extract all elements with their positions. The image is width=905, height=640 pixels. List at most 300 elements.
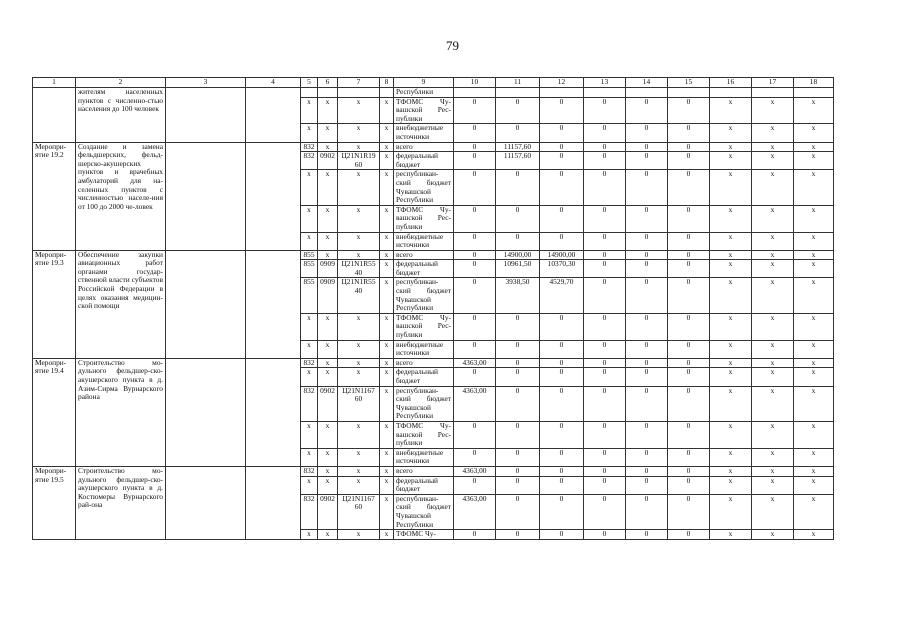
table-cell-v12: 14900,00 bbox=[540, 250, 584, 260]
table-cell-c5: x bbox=[301, 313, 318, 340]
column-header-11: 11 bbox=[496, 78, 540, 88]
column-header-18: 18 bbox=[794, 78, 834, 88]
table-cell-c7: x bbox=[338, 124, 380, 142]
table-cell-v16: x bbox=[710, 386, 752, 421]
table-cell-v15: 0 bbox=[668, 466, 710, 476]
table-cell-c8: x bbox=[380, 250, 394, 260]
funding-source-cell: федеральный бюджет bbox=[394, 152, 454, 170]
table-cell-v12: 0 bbox=[540, 142, 584, 152]
table-cell-v10: 0 bbox=[454, 142, 496, 152]
column-header-17: 17 bbox=[752, 78, 794, 88]
table-cell-c5: 855 bbox=[301, 260, 318, 278]
funding-source-cell: ТФОМС Чу-вашской Рес-публики bbox=[394, 97, 454, 124]
table-cell-v12: 0 bbox=[540, 448, 584, 466]
event-number-cell: Меропри-ятие 19.4 bbox=[33, 358, 76, 466]
column-header-3: 3 bbox=[166, 78, 246, 88]
table-cell-c7: x bbox=[338, 358, 380, 368]
table-cell-v14: 0 bbox=[626, 368, 668, 386]
table-cell-c6: x bbox=[318, 368, 338, 386]
table-cell-v17: x bbox=[752, 152, 794, 170]
event-name-cell: Строительство мо-дульного фельдшер-ско-акушерского пункта в д. Азим-Сирма Вурнарского района bbox=[76, 358, 166, 466]
table-cell-v16: x bbox=[710, 278, 752, 313]
table-cell-c6: x bbox=[318, 142, 338, 152]
table-cell-v10: 0 bbox=[454, 476, 496, 494]
table-cell-c8: x bbox=[380, 124, 394, 142]
table-cell-c5: 832 bbox=[301, 386, 318, 421]
table-cell-v12: 0 bbox=[540, 232, 584, 250]
table-cell-v17: x bbox=[752, 494, 794, 529]
funding-source-cell: внебюджетные источники bbox=[394, 340, 454, 358]
funding-source-cell: республикан-ский бюджет Чувашской Республики bbox=[394, 170, 454, 205]
table-cell-c5: x bbox=[301, 421, 318, 448]
table-cell-v14: 0 bbox=[626, 494, 668, 529]
table-cell-v14: 0 bbox=[626, 250, 668, 260]
table-cell-v18: x bbox=[794, 170, 834, 205]
table-cell-v18: x bbox=[794, 152, 834, 170]
funding-source-cell: внебюджетные источники bbox=[394, 124, 454, 142]
table-cell-c7: x bbox=[338, 466, 380, 476]
table-cell-c5: x bbox=[301, 232, 318, 250]
table-cell-c5: 832 bbox=[301, 494, 318, 529]
table-row bbox=[33, 250, 834, 260]
funding-source-cell: внебюджетные источники bbox=[394, 448, 454, 466]
table-cell-v12: 0 bbox=[540, 124, 584, 142]
table-cell-v11: 0 bbox=[496, 313, 540, 340]
table-cell-v11: 14900,00 bbox=[496, 250, 540, 260]
table-cell-c5: x bbox=[301, 476, 318, 494]
table-cell-v11: 0 bbox=[496, 170, 540, 205]
table-cell-c7: x bbox=[338, 142, 380, 152]
table-cell-v16: x bbox=[710, 142, 752, 152]
table-cell-v11: 0 bbox=[496, 448, 540, 466]
table-cell-c7: x bbox=[338, 313, 380, 340]
table-cell-c8: x bbox=[380, 476, 394, 494]
table-cell-v18: x bbox=[794, 466, 834, 476]
table-cell-v14: 0 bbox=[626, 476, 668, 494]
table-cell-v11: 0 bbox=[496, 340, 540, 358]
table-cell-v18: x bbox=[794, 358, 834, 368]
table-cell-c8: x bbox=[380, 466, 394, 476]
table-cell-v15: 0 bbox=[668, 313, 710, 340]
table-cell-v13: 0 bbox=[584, 476, 626, 494]
table-cell-v13: 0 bbox=[584, 278, 626, 313]
table-cell-v13: 0 bbox=[584, 205, 626, 232]
table-cell-v10: 4363,00 bbox=[454, 466, 496, 476]
funding-source-cell: всего bbox=[394, 466, 454, 476]
table-cell-v17: x bbox=[752, 530, 794, 540]
table-cell-c5: 832 bbox=[301, 152, 318, 170]
table-cell-v11: 0 bbox=[496, 97, 540, 124]
table-cell-c8: x bbox=[380, 358, 394, 368]
table-cell-v15: 0 bbox=[668, 278, 710, 313]
table-cell-c6: 0902 bbox=[318, 386, 338, 421]
table-cell-v10: 0 bbox=[454, 448, 496, 466]
table-cell-v18: x bbox=[794, 448, 834, 466]
table-cell-v13: 0 bbox=[584, 313, 626, 340]
table-cell-v13: 0 bbox=[584, 421, 626, 448]
funding-source-cell: республикан-ский бюджет Чувашской Республики bbox=[394, 386, 454, 421]
table-cell-v12: 4529,70 bbox=[540, 278, 584, 313]
table-cell-v14: 0 bbox=[626, 530, 668, 540]
column-header-14: 14 bbox=[626, 78, 668, 88]
table-cell-v10: 0 bbox=[454, 530, 496, 540]
table-cell-c7: x bbox=[338, 232, 380, 250]
table-cell-c8: x bbox=[380, 152, 394, 170]
table-cell-v17: x bbox=[752, 421, 794, 448]
table-cell-v18: x bbox=[794, 142, 834, 152]
table-cell-v11: 0 bbox=[496, 421, 540, 448]
table-cell-v14: 0 bbox=[626, 152, 668, 170]
empty-cell bbox=[246, 88, 301, 143]
table-cell-v17: x bbox=[752, 448, 794, 466]
table-cell-v14: 0 bbox=[626, 170, 668, 205]
table-cell-c5: x bbox=[301, 170, 318, 205]
table-cell-c5: x bbox=[301, 340, 318, 358]
table-cell-c6: 0902 bbox=[318, 494, 338, 529]
table-cell-v17: x bbox=[752, 170, 794, 205]
budget-table bbox=[32, 77, 834, 540]
table-cell-v10: 0 bbox=[454, 340, 496, 358]
table-cell-c6: x bbox=[318, 358, 338, 368]
table-cell-v12: 0 bbox=[540, 205, 584, 232]
table-cell-v15: 0 bbox=[668, 205, 710, 232]
table-cell-v11: 3938,50 bbox=[496, 278, 540, 313]
table-cell-v14: 0 bbox=[626, 232, 668, 250]
table-cell-v15: 0 bbox=[668, 260, 710, 278]
table-cell-v18: x bbox=[794, 386, 834, 421]
table-cell-c7: x bbox=[338, 340, 380, 358]
table-cell-v14: 0 bbox=[626, 386, 668, 421]
event-number-cell: Меропри-ятие 19.3 bbox=[33, 250, 76, 358]
column-header-5: 5 bbox=[301, 78, 318, 88]
table-cell-c6: x bbox=[318, 232, 338, 250]
table-cell-c6: x bbox=[318, 170, 338, 205]
table-cell-v10: 0 bbox=[454, 278, 496, 313]
table-cell-v10: 4363,00 bbox=[454, 494, 496, 529]
table-cell-v11: 11157,60 bbox=[496, 142, 540, 152]
table-row bbox=[33, 466, 834, 476]
table-cell-c8: x bbox=[380, 421, 394, 448]
table-cell-c7: x bbox=[338, 97, 380, 124]
empty-cell bbox=[166, 142, 246, 250]
table-cell-v13: 0 bbox=[584, 358, 626, 368]
table-cell-c8: x bbox=[380, 260, 394, 278]
table-cell-c7: Ц21N1R55 40 bbox=[338, 278, 380, 313]
table-cell-v10: 0 bbox=[454, 260, 496, 278]
table-cell-v18: x bbox=[794, 278, 834, 313]
table-cell-v18: x bbox=[794, 260, 834, 278]
table-cell-v12: 0 bbox=[540, 530, 584, 540]
table-cell-v11: 0 bbox=[496, 494, 540, 529]
table-cell-v15: 0 bbox=[668, 368, 710, 386]
table-cell-v16: x bbox=[710, 466, 752, 476]
table-cell-v16: x bbox=[710, 97, 752, 124]
funding-source-cell: внебюджетные источники bbox=[394, 232, 454, 250]
column-header-10: 10 bbox=[454, 78, 496, 88]
table-cell-v14: 0 bbox=[626, 421, 668, 448]
table-cell-v18: x bbox=[794, 205, 834, 232]
table-cell-v10: 4363,00 bbox=[454, 358, 496, 368]
table-cell-v14: 0 bbox=[626, 260, 668, 278]
table-cell-c5: x bbox=[301, 530, 318, 540]
table-cell-c5: 855 bbox=[301, 278, 318, 313]
empty-cell bbox=[166, 88, 246, 143]
table-cell-v13: 0 bbox=[584, 368, 626, 386]
table-cell-v16: x bbox=[710, 530, 752, 540]
table-cell-v16: x bbox=[710, 260, 752, 278]
table-cell-c7: x bbox=[338, 421, 380, 448]
table-cell-v15: 0 bbox=[668, 170, 710, 205]
table-cell-v18 bbox=[794, 88, 834, 98]
table-cell-v18: x bbox=[794, 313, 834, 340]
table-cell-v15: 0 bbox=[668, 448, 710, 466]
table-cell-v11: 0 bbox=[496, 386, 540, 421]
table-cell-v10: 0 bbox=[454, 205, 496, 232]
table-cell-v17: x bbox=[752, 124, 794, 142]
table-cell-v10: 0 bbox=[454, 250, 496, 260]
table-cell-v10 bbox=[454, 88, 496, 98]
table-cell-v16: x bbox=[710, 205, 752, 232]
empty-cell bbox=[246, 466, 301, 539]
table-cell-v13: 0 bbox=[584, 124, 626, 142]
table-cell-c8 bbox=[380, 88, 394, 98]
table-cell-v13: 0 bbox=[584, 170, 626, 205]
funding-source-cell: федеральный бюджет bbox=[394, 368, 454, 386]
table-cell-c6: x bbox=[318, 476, 338, 494]
table-cell-v16: x bbox=[710, 313, 752, 340]
table-cell-v13: 0 bbox=[584, 386, 626, 421]
table-cell-v16: x bbox=[710, 421, 752, 448]
table-cell-v17: x bbox=[752, 368, 794, 386]
table-cell-v18: x bbox=[794, 421, 834, 448]
table-cell-v12: 0 bbox=[540, 97, 584, 124]
empty-cell bbox=[246, 250, 301, 358]
table-cell-v16: x bbox=[710, 170, 752, 205]
table-cell-v16: x bbox=[710, 340, 752, 358]
table-cell-c8: x bbox=[380, 313, 394, 340]
table-cell-v15: 0 bbox=[668, 152, 710, 170]
page-number: 79 bbox=[446, 38, 459, 53]
table-cell-v12: 0 bbox=[540, 170, 584, 205]
table-cell-v13: 0 bbox=[584, 448, 626, 466]
table-cell-v16: x bbox=[710, 476, 752, 494]
table-cell-v12: 0 bbox=[540, 494, 584, 529]
table-cell-c6 bbox=[318, 88, 338, 98]
table-cell-v13: 0 bbox=[584, 250, 626, 260]
table-cell-v14: 0 bbox=[626, 205, 668, 232]
table-cell-v18: x bbox=[794, 530, 834, 540]
table-cell-v10: 0 bbox=[454, 152, 496, 170]
event-name-cell: Строительство мо-дульного фельдшер-ско-акушерского пункта в д. Костюмеры Вурнарского рай-она bbox=[76, 466, 166, 539]
event-name-cell: Обеспечение закупки авиационных работ органами государ-ственной власти субъектов Российской Федерации в целях оказания медицин-ской помощи bbox=[76, 250, 166, 358]
table-cell-v17: x bbox=[752, 97, 794, 124]
empty-cell bbox=[166, 466, 246, 539]
table-cell-c6: x bbox=[318, 448, 338, 466]
table-cell-v11: 0 bbox=[496, 368, 540, 386]
table-cell-v17: x bbox=[752, 260, 794, 278]
table-cell-v15: 0 bbox=[668, 421, 710, 448]
column-header-16: 16 bbox=[710, 78, 752, 88]
table-cell-v14: 0 bbox=[626, 97, 668, 124]
table-row bbox=[33, 88, 834, 98]
table-cell-c6: x bbox=[318, 313, 338, 340]
column-header-8: 8 bbox=[380, 78, 394, 88]
table-cell-v14: 0 bbox=[626, 466, 668, 476]
table-cell-v16: x bbox=[710, 358, 752, 368]
table-cell-v12: 10370,30 bbox=[540, 260, 584, 278]
table-cell-v16: x bbox=[710, 368, 752, 386]
table-cell-v18: x bbox=[794, 494, 834, 529]
table-cell-c8: x bbox=[380, 232, 394, 250]
table-cell-c6: x bbox=[318, 250, 338, 260]
header-row bbox=[33, 78, 834, 88]
funding-source-cell: федеральный бюджет bbox=[394, 476, 454, 494]
table-cell-v12: 0 bbox=[540, 386, 584, 421]
empty-cell bbox=[166, 250, 246, 358]
table-cell-c8: x bbox=[380, 205, 394, 232]
table-cell-c7: x bbox=[338, 250, 380, 260]
table-cell-c7: x bbox=[338, 530, 380, 540]
table-cell-v13: 0 bbox=[584, 232, 626, 250]
table-cell-v15: 0 bbox=[668, 340, 710, 358]
table-cell-c6: 0909 bbox=[318, 278, 338, 313]
table-cell-v13: 0 bbox=[584, 494, 626, 529]
table-cell-v18: x bbox=[794, 124, 834, 142]
table-cell-c5: 832 bbox=[301, 142, 318, 152]
table-cell-v12: 0 bbox=[540, 476, 584, 494]
table-cell-v11: 0 bbox=[496, 232, 540, 250]
table-cell-v16: x bbox=[710, 494, 752, 529]
table-cell-v18: x bbox=[794, 250, 834, 260]
funding-source-cell: республикан-ский бюджет Чувашской Республики bbox=[394, 278, 454, 313]
table-cell-v17: x bbox=[752, 313, 794, 340]
table-cell-v14: 0 bbox=[626, 358, 668, 368]
funding-source-cell: федеральный бюджет bbox=[394, 260, 454, 278]
event-number-cell bbox=[33, 88, 76, 143]
event-name-cell: жителям населенных пунктов с численно-стью населения до 100 человек bbox=[76, 88, 166, 143]
table-cell-c7: x bbox=[338, 448, 380, 466]
table-cell-v15: 0 bbox=[668, 232, 710, 250]
column-header-13: 13 bbox=[584, 78, 626, 88]
table-cell-c7: x bbox=[338, 170, 380, 205]
table-cell-c7: Ц21N1R55 40 bbox=[338, 260, 380, 278]
table-row bbox=[33, 358, 834, 368]
funding-source-cell: ТФОМС Чу-вашской Рес-публики bbox=[394, 313, 454, 340]
table-cell-c6: 0909 bbox=[318, 260, 338, 278]
table-cell-v13: 0 bbox=[584, 260, 626, 278]
table-cell-v13: 0 bbox=[584, 466, 626, 476]
table-cell-v13: 0 bbox=[584, 340, 626, 358]
table-cell-c6: x bbox=[318, 530, 338, 540]
table-cell-v18: x bbox=[794, 232, 834, 250]
table-cell-v11: 0 bbox=[496, 476, 540, 494]
table-cell-c5: 855 bbox=[301, 250, 318, 260]
table-cell-v12: 0 bbox=[540, 466, 584, 476]
table-row bbox=[33, 142, 834, 152]
table-cell-c5: x bbox=[301, 205, 318, 232]
table-cell-v16: x bbox=[710, 250, 752, 260]
table-cell-v17: x bbox=[752, 232, 794, 250]
table-cell-c6: x bbox=[318, 340, 338, 358]
table-cell-v13: 0 bbox=[584, 530, 626, 540]
funding-source-cell: ТФОМС Чу-вашской Рес-публики bbox=[394, 421, 454, 448]
table-cell-v17: x bbox=[752, 205, 794, 232]
table-cell-c5: x bbox=[301, 368, 318, 386]
table-cell-v18: x bbox=[794, 340, 834, 358]
empty-cell bbox=[166, 358, 246, 466]
table-cell-v17: x bbox=[752, 466, 794, 476]
table-cell-v12: 0 bbox=[540, 421, 584, 448]
table-cell-v11: 11157,60 bbox=[496, 152, 540, 170]
table-cell-v15: 0 bbox=[668, 142, 710, 152]
table-cell-v11: 0 bbox=[496, 358, 540, 368]
table-cell-c6: x bbox=[318, 421, 338, 448]
table-cell-v12: 0 bbox=[540, 358, 584, 368]
table-cell-v10: 0 bbox=[454, 368, 496, 386]
table-cell-v11: 0 bbox=[496, 124, 540, 142]
table-cell-c5 bbox=[301, 88, 318, 98]
table-cell-v16: x bbox=[710, 448, 752, 466]
table-cell-v10: 0 bbox=[454, 232, 496, 250]
table-cell-v17: x bbox=[752, 250, 794, 260]
table-cell-v14: 0 bbox=[626, 340, 668, 358]
table-cell-v15: 0 bbox=[668, 250, 710, 260]
column-header-12: 12 bbox=[540, 78, 584, 88]
table-cell-v10: 0 bbox=[454, 97, 496, 124]
table-cell-c5: 832 bbox=[301, 358, 318, 368]
table-cell-c7: Ц21N1167 60 bbox=[338, 386, 380, 421]
table-cell-c7: x bbox=[338, 205, 380, 232]
column-header-1: 1 bbox=[33, 78, 76, 88]
table-cell-c7: Ц21N1R19 60 bbox=[338, 152, 380, 170]
funding-source-cell: Республики bbox=[394, 88, 454, 98]
table-cell-v16: x bbox=[710, 232, 752, 250]
event-number-cell: Меропри-ятие 19.2 bbox=[33, 142, 76, 250]
table-cell-c8: x bbox=[380, 494, 394, 529]
table-cell-v17: x bbox=[752, 386, 794, 421]
table-cell-v17: x bbox=[752, 278, 794, 313]
table-cell-v14: 0 bbox=[626, 278, 668, 313]
table-cell-v13 bbox=[584, 88, 626, 98]
table-cell-v17: x bbox=[752, 340, 794, 358]
event-number-cell: Меропри-ятие 19.5 bbox=[33, 466, 76, 539]
funding-source-cell: всего bbox=[394, 250, 454, 260]
table-cell-v12: 0 bbox=[540, 340, 584, 358]
table-cell-v17: x bbox=[752, 142, 794, 152]
column-header-2: 2 bbox=[76, 78, 166, 88]
table-cell-v12: 0 bbox=[540, 313, 584, 340]
table-cell-v12: 0 bbox=[540, 368, 584, 386]
table-cell-v10: 0 bbox=[454, 170, 496, 205]
table-cell-v13: 0 bbox=[584, 152, 626, 170]
table-cell-c8: x bbox=[380, 448, 394, 466]
table-cell-c8: x bbox=[380, 170, 394, 205]
table-cell-v15: 0 bbox=[668, 97, 710, 124]
table-cell-v10: 0 bbox=[454, 124, 496, 142]
funding-source-cell: ТФОМС Чу-вашской Рес-публики bbox=[394, 205, 454, 232]
table-cell-v12 bbox=[540, 88, 584, 98]
table-cell-v17: x bbox=[752, 476, 794, 494]
table-cell-v11: 0 bbox=[496, 466, 540, 476]
table-cell-v16: x bbox=[710, 152, 752, 170]
table-cell-c5: 832 bbox=[301, 466, 318, 476]
table-cell-v18: x bbox=[794, 368, 834, 386]
funding-source-cell: всего bbox=[394, 142, 454, 152]
table-cell-v14: 0 bbox=[626, 313, 668, 340]
table-cell-c8: x bbox=[380, 368, 394, 386]
table-cell-v10: 0 bbox=[454, 313, 496, 340]
table-cell-v11 bbox=[496, 88, 540, 98]
